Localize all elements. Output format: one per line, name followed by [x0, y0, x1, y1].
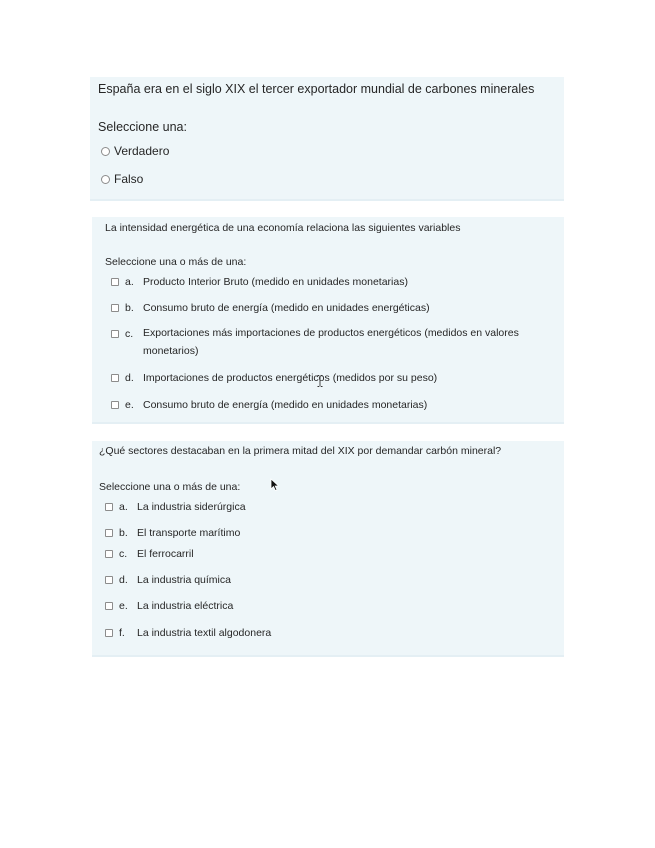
question-2-prompt: Seleccione una o más de una: — [105, 256, 247, 268]
option-3d-label: La industria química — [137, 574, 231, 586]
checkbox-2d[interactable] — [111, 374, 119, 382]
option-3d-letter: d. — [119, 574, 128, 586]
option-2a-label: Producto Interior Bruto (medido en unidades monetarias) — [143, 276, 408, 288]
option-3c-label: El ferrocarril — [137, 548, 194, 560]
option-2a-letter: a. — [125, 276, 134, 288]
option-3b-label: El transporte marítimo — [137, 527, 241, 539]
question-2-panel — [92, 217, 564, 424]
option-2e-letter: e. — [125, 399, 134, 411]
question-3-prompt: Seleccione una o más de una: — [99, 481, 241, 493]
option-2c-label: Exportaciones más importaciones de productos energéticos (medidos en valores monetarios) — [143, 327, 519, 357]
option-3c-letter: c. — [119, 548, 128, 560]
option-3e-letter: e. — [119, 600, 128, 612]
option-2d-label: Importaciones de productos energéticos (medidos por su peso) — [143, 372, 438, 384]
option-2d-letter: d. — [125, 372, 134, 384]
radio-falso[interactable] — [101, 175, 110, 184]
checkbox-3e[interactable] — [105, 602, 113, 610]
checkbox-2b[interactable] — [111, 304, 119, 312]
checkbox-2a[interactable] — [111, 278, 119, 286]
mouse-pointer-icon — [270, 478, 280, 492]
option-verdadero-label: Verdadero — [114, 144, 170, 158]
question-3-panel — [92, 441, 564, 657]
option-3b-letter: b. — [119, 527, 128, 539]
question-1-panel — [90, 77, 564, 201]
option-2c-letter: c. — [125, 328, 134, 340]
option-3a-label: La industria siderúrgica — [137, 501, 246, 513]
checkbox-2e[interactable] — [111, 401, 119, 409]
option-3f-label: La industria textil algodonera — [137, 627, 272, 639]
option-2b-letter: b. — [125, 302, 134, 314]
question-1-text: España era en el siglo XIX el tercer exportador mundial de carbones minerales — [98, 82, 535, 96]
question-3-text: ¿Qué sectores destacaban en la primera mitad del XIX por demandar carbón mineral? — [99, 445, 502, 457]
checkbox-3c[interactable] — [105, 550, 113, 558]
radio-verdadero[interactable] — [101, 147, 110, 156]
option-3a-letter: a. — [119, 501, 128, 513]
option-2b-label: Consumo bruto de energía (medido en unidades energéticas) — [143, 302, 430, 314]
option-3f-letter: f. — [119, 627, 125, 639]
question-2-text: La intensidad energética de una economía relaciona las siguientes variables — [105, 222, 461, 234]
checkbox-2c[interactable] — [111, 330, 119, 338]
checkbox-3a[interactable] — [105, 503, 113, 511]
checkbox-3f[interactable] — [105, 629, 113, 637]
text-cursor-icon — [317, 375, 323, 387]
option-2e-label: Consumo bruto de energía (medido en unidades monetarias) — [143, 399, 428, 411]
checkbox-3d[interactable] — [105, 576, 113, 584]
question-1-prompt: Seleccione una: — [98, 120, 187, 134]
checkbox-3b[interactable] — [105, 529, 113, 537]
option-falso-label: Falso — [114, 172, 144, 186]
option-3e-label: La industria eléctrica — [137, 600, 234, 612]
